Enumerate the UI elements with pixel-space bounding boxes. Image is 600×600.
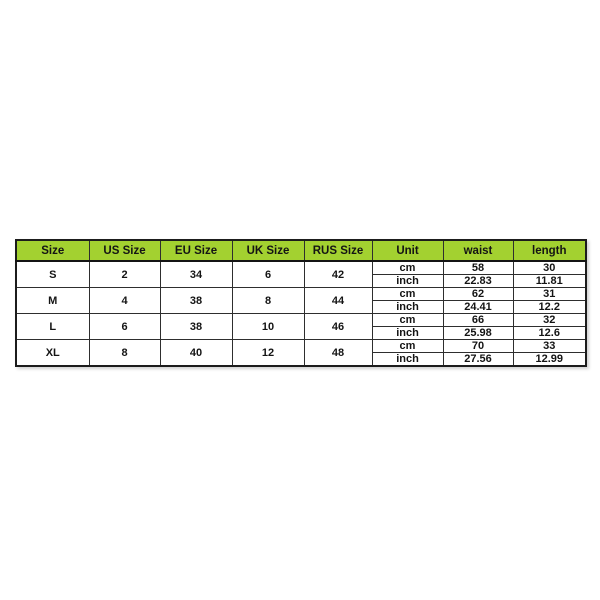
- cell-waist: 27.56: [443, 353, 513, 367]
- cell-eu-size: 38: [160, 314, 232, 340]
- cell-unit: inch: [372, 301, 443, 314]
- cell-length: 33: [513, 340, 586, 353]
- cell-length: 31: [513, 288, 586, 301]
- cell-length: 12.6: [513, 327, 586, 340]
- header-row: [16, 240, 586, 261]
- cell-waist: 62: [443, 288, 513, 301]
- cell-unit: inch: [372, 275, 443, 288]
- cell-rus-size: 42: [304, 261, 372, 288]
- table-row-s-cm: [16, 261, 586, 275]
- column-header-rus-size: RUS Size: [304, 240, 372, 261]
- cell-eu-size: 38: [160, 288, 232, 314]
- table-row-l-cm: [16, 314, 586, 327]
- cell-waist: 70: [443, 340, 513, 353]
- cell-us-size: 2: [89, 261, 160, 288]
- size-chart-table: [15, 239, 587, 367]
- cell-us-size: 8: [89, 340, 160, 367]
- column-header-size: Size: [16, 240, 89, 261]
- cell-waist: 66: [443, 314, 513, 327]
- cell-unit: cm: [372, 288, 443, 301]
- cell-size: L: [16, 314, 89, 340]
- cell-unit: inch: [372, 353, 443, 367]
- cell-eu-size: 34: [160, 261, 232, 288]
- cell-rus-size: 46: [304, 314, 372, 340]
- cell-uk-size: 6: [232, 261, 304, 288]
- cell-uk-size: 12: [232, 340, 304, 367]
- cell-eu-size: 40: [160, 340, 232, 367]
- cell-size: S: [16, 261, 89, 288]
- cell-unit: cm: [372, 314, 443, 327]
- cell-waist: 58: [443, 261, 513, 275]
- column-header-eu-size: EU Size: [160, 240, 232, 261]
- cell-length: 30: [513, 261, 586, 275]
- cell-length: 12.99: [513, 353, 586, 367]
- cell-rus-size: 44: [304, 288, 372, 314]
- cell-waist: 22.83: [443, 275, 513, 288]
- cell-unit: inch: [372, 327, 443, 340]
- column-header-waist: waist: [443, 240, 513, 261]
- column-header-unit: Unit: [372, 240, 443, 261]
- column-header-us-size: US Size: [89, 240, 160, 261]
- table-row-m-cm: [16, 288, 586, 301]
- cell-length: 12.2: [513, 301, 586, 314]
- cell-rus-size: 48: [304, 340, 372, 367]
- cell-length: 32: [513, 314, 586, 327]
- column-header-length: length: [513, 240, 586, 261]
- table-row-xl-cm: [16, 340, 586, 353]
- cell-unit: cm: [372, 340, 443, 353]
- cell-length: 11.81: [513, 275, 586, 288]
- cell-us-size: 6: [89, 314, 160, 340]
- cell-uk-size: 10: [232, 314, 304, 340]
- cell-waist: 24.41: [443, 301, 513, 314]
- cell-uk-size: 8: [232, 288, 304, 314]
- column-header-uk-size: UK Size: [232, 240, 304, 261]
- cell-us-size: 4: [89, 288, 160, 314]
- cell-unit: cm: [372, 261, 443, 275]
- cell-size: M: [16, 288, 89, 314]
- cell-size: XL: [16, 340, 89, 367]
- cell-waist: 25.98: [443, 327, 513, 340]
